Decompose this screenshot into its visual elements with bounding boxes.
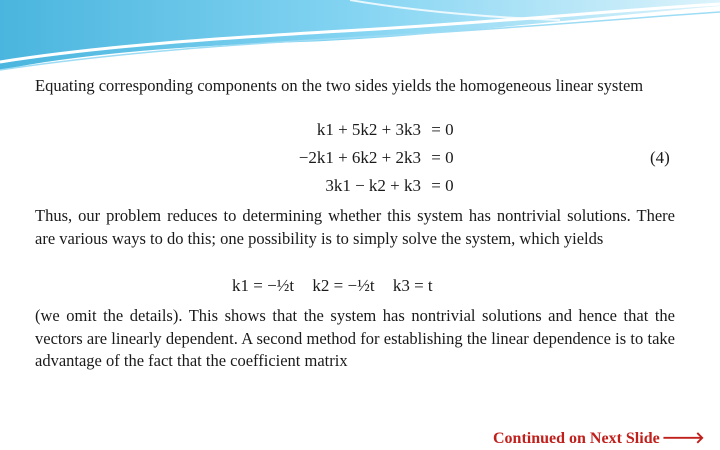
equation-1 [265,120,454,140]
right-arrow-icon: 🡒 [661,430,705,447]
equation-2-lhs: −2k1 + 6k2 + 2k3 [298,148,421,167]
equation-3 [265,176,454,196]
continued-next-slide[interactable] [493,427,705,448]
paragraph-reduction: Thus, our problem reduces to determining whether this system has nontrivial solutions. There are various ways to do this; one possibility is to simply solve the system, which yields [35,206,675,248]
equation-1-lhs: k1 + 5k2 + 3k3 [316,120,421,139]
solution-line [232,276,433,296]
solution-k1: k1 = −½t [232,276,295,295]
equation-number: (4) [650,148,670,167]
equation-1-rhs: = 0 [431,120,454,139]
equation-2-rhs: = 0 [431,148,454,167]
equation-2 [265,148,454,168]
solution-k2: k2 = −½t [312,276,375,295]
solution-k3: k3 = t [392,276,433,295]
header-wave-decoration [0,0,720,80]
continued-label: Continued on Next Slide [493,430,660,447]
paragraph-intro: Equating corresponding components on the two sides yields the homogeneous linear system [35,76,644,95]
equation-3-rhs: = 0 [431,176,454,195]
paragraph-conclusion: (we omit the details). This shows that the system has nontrivial solutions and hence that the vectors are linearly dependent. A second method for establishing the linear dependence is to take advantage of the fact that the coefficient matrix [35,306,675,370]
equation-3-lhs: 3k1 − k2 + k3 [325,176,421,195]
